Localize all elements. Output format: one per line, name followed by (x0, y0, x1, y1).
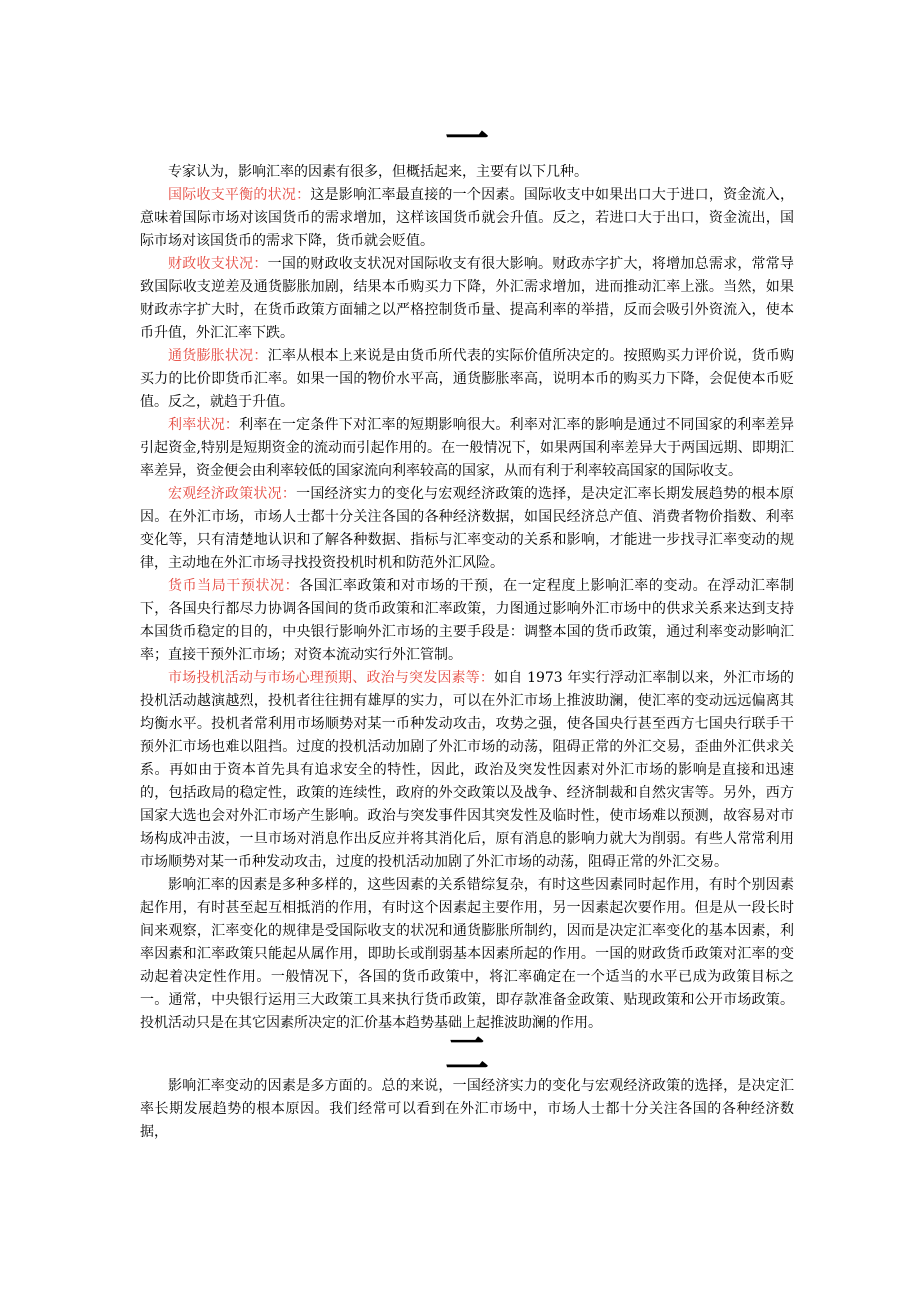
factor-text: 一国经济实力的变化与宏观经济政策的选择，是决定汇率长期发展趋势的根本原因。在外汇市场，市场人士都十分关注各国的各种经济数据，如国民经济总产值、消费者物价指数、利率变化等，只有清楚地认识和了解各种数据、指标与汇率变动的关系和影响，才能进一步找寻汇率变动的规律，主动地在外汇市场寻找投资投机时机和防范外汇风险。 (140, 486, 794, 571)
factor-balance-of-payments (140, 184, 794, 253)
factor-macro-policy (140, 483, 794, 575)
factor-text: 如自 1973 年实行浮动汇率制以来，外汇市场的投机活动越演越烈，投机者往往拥有雄厚的实力，可以在外汇市场上推波助澜，使汇率的变动远远偏离其均衡水平。投机者常利用市场顺势对某一币种发动攻击，攻势之强，使各国央行甚至西方七国央行联手干预外汇市场也难以阻挡。过度的投机活动加剧了外汇市场的动荡，阻碍正常的外汇交易，歪曲外汇供求关系。再如由于资本首先具有追求安全的特性，因此，政治及突发性因素对外汇市场的影响是直接和迅速的，包括政局的稳定性，政策的连续性，政府的外交政策以及战争、经济制裁和自然灾害等。另外，西方国家大选也会对外汇市场产生影响。政治与突发事件因其突发性及临时性，使市场难以预测，故容易对市场构成冲击波，一旦市场对消息作出反应并将其消化后，原有消息的影响力就大为削弱。有些人常常利用市场顺势对某一币种发动攻击，过度的投机活动加剧了外汇市场的动荡，阻碍正常的外汇交易。 (140, 670, 795, 870)
section-heading-2: 二 (445, 1029, 489, 1080)
factor-speculation (140, 667, 794, 874)
intro-paragraph: 专家认为，影响汇率的因素有很多，但概括起来，主要有以下几种。 (168, 164, 588, 180)
factor-label: 货币当局干预状况： (168, 578, 300, 594)
factor-text: 汇率从根本上来说是由货币所代表的实际价值所决定的。按照购买力评价说，货币购买力的比价即货币汇率。如果一国的物价水平高，通货膨胀率高，说明本币的购买力下降，会促使本币贬值。反之，就趋于升值。 (140, 348, 795, 410)
section2-intro-paragraph: 影响汇率变动的因素是多方面的。总的来说，一国经济实力的变化与宏观经济政策的选择，是决定汇率长期发展趋势的根本原因。我们经常可以看到在外汇市场中，市场人士都十分关注各国的各种经济数据， (140, 1078, 794, 1140)
factor-label: 宏观经济政策状况： (168, 486, 297, 502)
factor-fiscal (140, 253, 794, 345)
factor-label: 国际收支平衡的状况： (168, 187, 311, 203)
factor-text: 各国汇率政策和对市场的干预，在一定程度上影响汇率的变动。在浮动汇率制下，各国央行都尽力协调各国间的货币政策和汇率政策，力图通过影响外汇市场中的供求关系来达到支持本国货币稳定的目的，中央银行影响外汇市场的主要手段是：调整本国的货币政策，通过利率变动影响汇率；直接干预外汇市场；对资本流动实行外汇管制。 (140, 578, 795, 663)
factor-text: 一国的财政收支状况对国际收支有很大影响。财政赤字扩大，将增加总需求，常常导致国际收支逆差及通货膨胀加剧，结果本币购买力下降，外汇需求增加，进而推动汇率上涨。当然，如果财政赤字扩大时，在货币政策方面辅之以严格控制货币量、提高利率的举措，反而会吸引外资流入，使本币升值，外汇汇率下跌。 (140, 256, 795, 341)
summary-paragraph: 影响汇率的因素是多种多样的，这些因素的关系错综复杂，有时这些因素同时起作用，有时个别因素起作用，有时甚至起互相抵消的作用，有时这个因素起主要作用，另一因素起次要作用。但是从一段长时间来观察，汇率变化的规律是受国际收支的状况和通货膨胀所制约，因而是决定汇率变化的基本因素，利率因素和汇率政策只能起从属作用，即助长或削弱基本因素所起的作用。一国的财政货币政策对汇率的变动起着决定性作用。一般情况下，各国的货币政策中，将汇率确定在一个适当的水平已成为政策目标之一。通常，中央银行运用三大政策工具来执行货币政策，即存款准备金政策、贴现政策和公开市场政策。投机活动只是在其它因素所决定的汇价基本趋势基础上起推波助澜的作用。 (140, 877, 794, 1031)
factor-inflation (140, 345, 794, 414)
factor-intervention (140, 575, 794, 667)
factor-text: 这是影响汇率最直接的一个因素。国际收支中如果出口大于进口，资金流入，意味着国际市场对该国货币的需求增加，这样该国货币就会升值。反之，若进口大于出口，资金流出，国际市场对该国货币的需求下降，货币就会贬值。 (140, 187, 795, 249)
factor-label: 通货膨胀状况： (168, 348, 268, 364)
factor-text: 利率在一定条件下对汇率的短期影响很大。利率对汇率的影响是通过不同国家的利率差异引起资金,特别是短期资金的流动而引起作用的。在一般情况下，如果两国利率差异大于两国远期、即期汇率差异，资金便会由利率较低的国家流向利率较高的国家，从而有利于利率较高国家的国际收支。 (140, 417, 795, 479)
factor-interest-rate (140, 414, 794, 483)
section-heading-1: 一 (445, 114, 489, 165)
document-page (140, 114, 795, 1144)
factor-label: 财政收支状况： (168, 256, 268, 272)
factor-label: 市场投机活动与市场心理预期、政治与突发因素等： (168, 670, 495, 686)
factor-label: 利率状况： (168, 417, 240, 433)
